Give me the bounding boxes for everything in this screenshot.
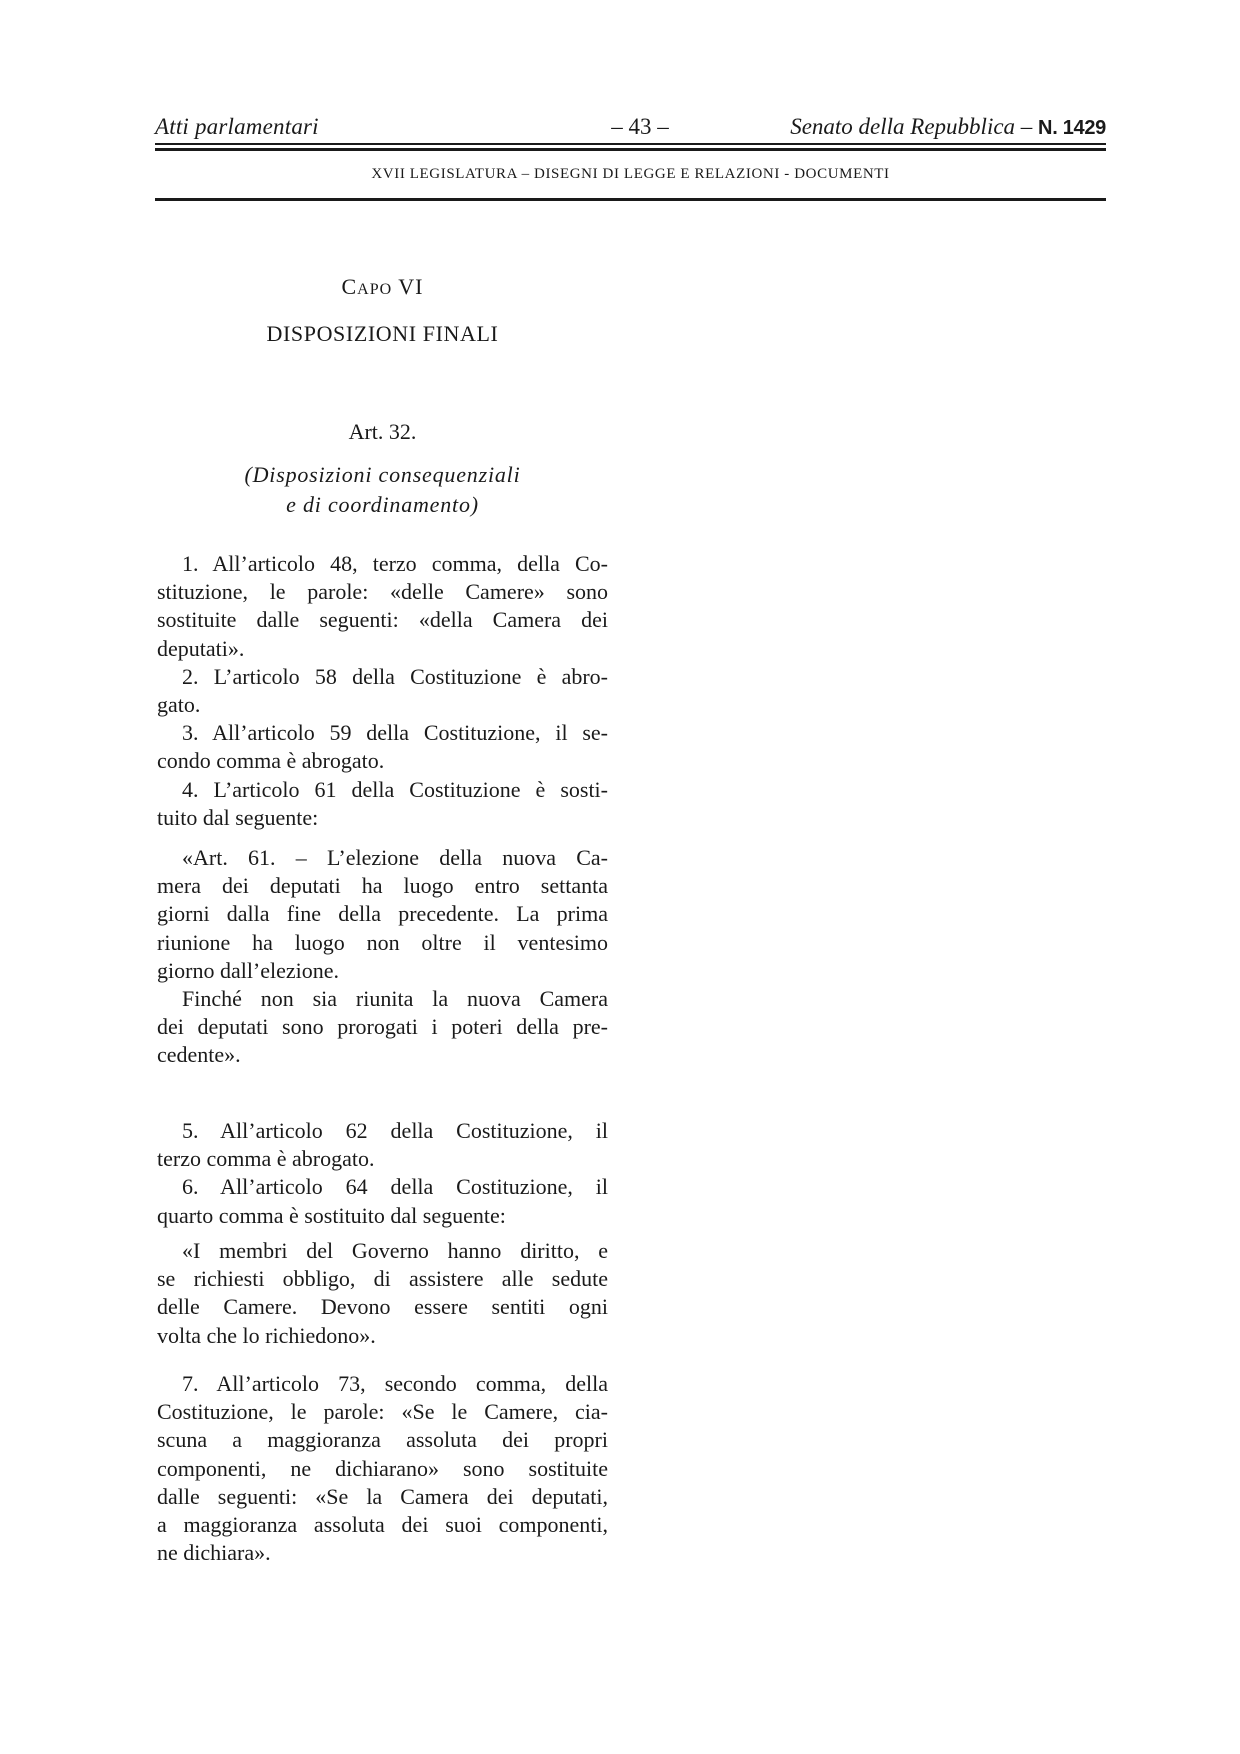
paragraph (157, 550, 608, 663)
text-line: mera dei deputati ha luogo entro settanta (157, 873, 608, 899)
body-block-paragraphs-1-4 (157, 550, 608, 832)
body-block-quote-art-64 (157, 1237, 608, 1350)
header-rule-thin (155, 143, 1106, 145)
paragraph (157, 985, 608, 1070)
header-rule-thick (155, 148, 1106, 151)
body-block-quote-art-61 (157, 844, 608, 1070)
capo-rest: APO (357, 281, 393, 298)
paragraph (157, 663, 608, 719)
text-line: quarto comma è sostituito dal seguente: (157, 1202, 506, 1228)
article-rubric-line1: (Disposizioni consequenziali (244, 462, 521, 487)
capo-initial: C (341, 274, 358, 299)
paragraph (157, 844, 608, 985)
text-line: se richiesti obbligo, di assistere alle sedute (157, 1266, 608, 1292)
paragraph (157, 1117, 608, 1173)
text-line: a maggioranza assoluta dei suoi componenti, (157, 1511, 608, 1537)
header-dash: – (1015, 114, 1039, 139)
text-line: condo comma è abrogato. (157, 748, 385, 774)
chapter-number (157, 274, 608, 300)
text-line: 2. L’articolo 58 della Costituzione è abro- (182, 663, 608, 689)
text-line: «I membri del Governo hanno diritto, e (182, 1238, 608, 1263)
text-line: deputati». (157, 635, 245, 661)
text-line: stituzione, le parole: «delle Camere» sono (157, 579, 608, 605)
paragraph (157, 1237, 608, 1350)
text-line: terzo comma è abrogato. (157, 1146, 375, 1172)
body-block-paragraph-7 (157, 1370, 608, 1567)
text-line: gato. (157, 691, 201, 717)
article-rubric-line2: e di coordinamento) (286, 492, 479, 517)
text-line: 5. All’articolo 62 della Costituzione, il (182, 1118, 608, 1143)
text-line: dei deputati sono prorogati i poteri della pre- (157, 1014, 608, 1040)
body-block-paragraphs-5-6 (157, 1117, 608, 1230)
header-senate: Senato della Repubblica (790, 114, 1016, 139)
paragraph (157, 719, 608, 775)
text-line: sostituite dalle seguenti: «della Camera dei (157, 607, 608, 633)
text-line: Costituzione, le parole: «Se le Camere, cia- (157, 1399, 608, 1425)
header-page-number: – 43 – (611, 114, 669, 139)
text-line: giorno dall’elezione. (157, 957, 340, 983)
paragraph (157, 776, 608, 832)
text-line: dalle seguenti: «Se la Camera dei deputati, (157, 1483, 608, 1509)
text-line: 3. All’articolo 59 della Costituzione, il se- (182, 720, 608, 746)
text-line: volta che lo richiedono». (157, 1322, 376, 1348)
text-line: Finché non sia riunita la nuova Camera (182, 985, 608, 1011)
article-number: Art. 32. (348, 419, 417, 444)
text-line: componenti, ne dichiarano» sono sostituite (157, 1455, 608, 1481)
header-publication: Atti parlamentari (155, 114, 319, 139)
text-line: riunione ha luogo non oltre il ventesimo (157, 929, 608, 955)
text-line: «Art. 61. – L’elezione della nuova Ca- (182, 845, 608, 870)
header-document-id (790, 114, 1106, 140)
header-subtitle: XVII LEGISLATURA – DISEGNI DI LEGGE E RELAZIONI - DOCUMENTI (371, 166, 890, 182)
text-line: 1. All’articolo 48, terzo comma, della Co- (182, 551, 608, 576)
paragraph (157, 1370, 608, 1567)
text-line: ne dichiara». (157, 1540, 271, 1566)
text-line: 6. All’articolo 64 della Costituzione, il (182, 1174, 608, 1200)
capo-number: VI (392, 274, 424, 299)
text-line: 4. L’articolo 61 della Costituzione è sosti- (182, 776, 608, 802)
text-line: giorni dalla fine della precedente. La prima (157, 901, 608, 927)
paragraph (157, 1173, 608, 1229)
header-number: N. 1429 (1038, 117, 1106, 139)
chapter-title: DISPOSIZIONI FINALI (266, 321, 499, 346)
text-line: scuna a maggioranza assoluta dei propri (157, 1427, 608, 1453)
text-line: 7. All’articolo 73, secondo comma, della (182, 1371, 608, 1396)
text-line: delle Camere. Devono essere sentiti ogni (157, 1294, 608, 1320)
subtitle-rule (155, 198, 1106, 201)
text-line: cedente». (157, 1042, 241, 1068)
text-line: tuito dal seguente: (157, 804, 319, 830)
